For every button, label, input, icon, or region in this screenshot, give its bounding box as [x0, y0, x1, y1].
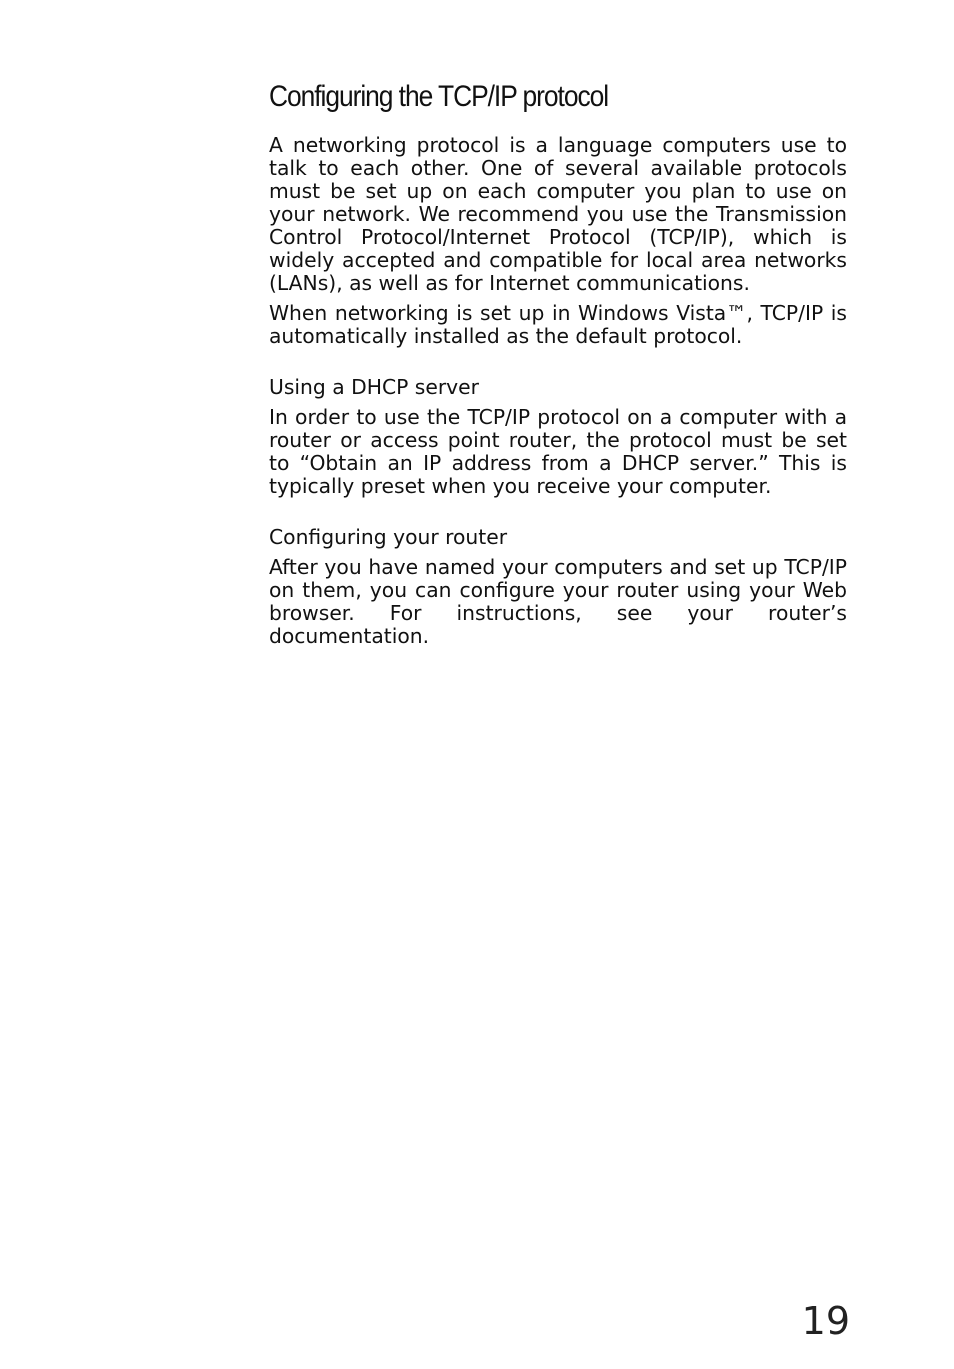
- page-number: 19: [801, 1299, 850, 1343]
- router-heading: Configuring your router: [269, 525, 508, 549]
- page-content: [269, 78, 847, 648]
- router-paragraph: After you have named your computers and set up TCP/IP on them, you can configure your router using your Web browser. For instructions, see your router’s documentation.: [269, 555, 847, 648]
- intro-paragraph: A networking protocol is a language computers use to talk to each other. One of several available protocols must be set up on each computer you plan to use on your network. We recommend you use the Transmission Control Protocol/Internet Protocol (TCP/IP), which is widely accepted and compatible for local area networks (LANs), as well as for Internet communications.: [269, 133, 847, 295]
- vista-paragraph: When networking is set up in Windows Vista™, TCP/IP is automatically installed as the default protocol.: [269, 301, 847, 348]
- dhcp-paragraph: In order to use the TCP/IP protocol on a computer with a router or access point router, the protocol must be set to “Obtain an IP address from a DHCP server.” This is typically preset when you receive your computer.: [269, 405, 847, 498]
- dhcp-heading: Using a DHCP server: [269, 375, 480, 399]
- section-title: Configuring the TCP/IP protocol: [269, 80, 609, 113]
